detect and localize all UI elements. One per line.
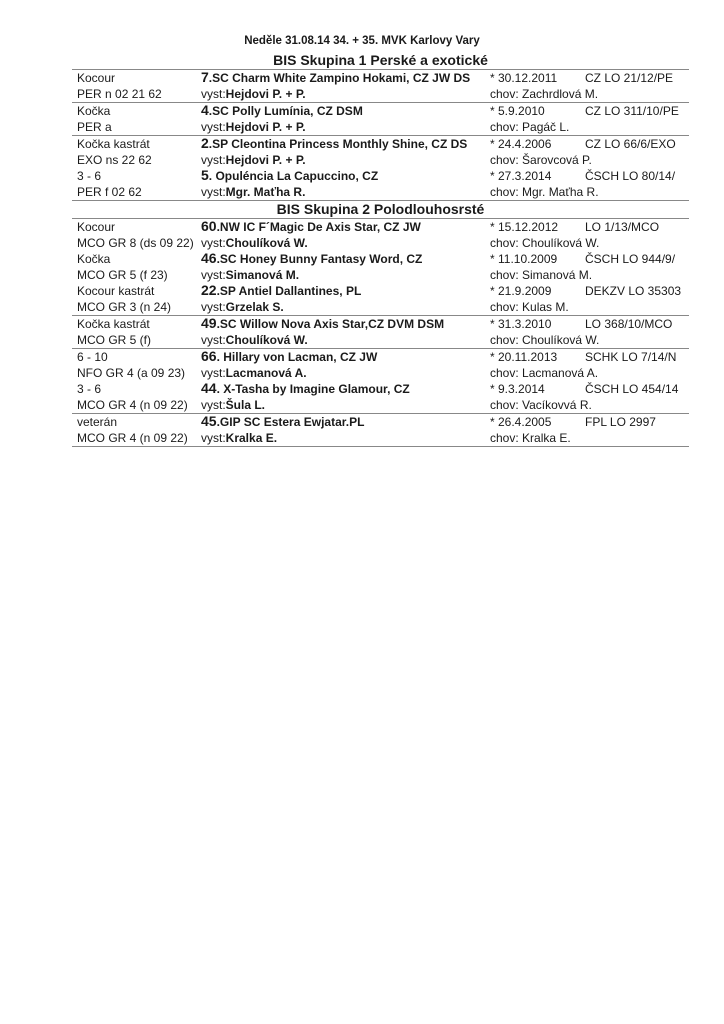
entry-class: Kočka	[77, 251, 111, 266]
cat-title: .SC Charm White Zampino Hokami, CZ JW DS	[208, 71, 471, 85]
entry-class: Kocour	[72, 219, 196, 236]
breeder: chov: Mgr. Maťha R.	[485, 185, 689, 201]
catalog-number: 7	[201, 69, 209, 85]
entry-name	[196, 283, 485, 300]
entry-row	[72, 381, 689, 398]
exhibitor-name: Simanová M.	[225, 267, 300, 282]
ems-code: MCO GR 3 (n 24)	[77, 299, 172, 314]
birth-date: * 5.9.2010	[485, 103, 580, 120]
cat-title: .NW IC F´Magic De Axis Star, CZ JW	[216, 220, 421, 234]
entry-row-detail	[72, 333, 689, 349]
breeder: chov: Šarovcová P.	[490, 152, 592, 167]
exhibitor-prefix: vyst:	[201, 235, 226, 250]
cat-title: . X-Tasha by Imagine Glamour, CZ	[216, 382, 410, 396]
birth-date: * 21.9.2009	[490, 283, 552, 298]
catalog-number: 5	[201, 168, 209, 183]
exhibitor-prefix: vyst:	[201, 184, 226, 199]
page-title: Neděle 31.08.14 34. + 35. MVK Karlovy Vary	[244, 35, 480, 47]
entry-name	[196, 316, 485, 333]
ems-code: MCO GR 8 (ds 09 22)	[77, 235, 194, 250]
entry-name	[196, 349, 485, 366]
entry-class: 3 - 6	[77, 168, 102, 183]
entry-class: 6 - 10	[72, 349, 196, 366]
ems-code: MCO GR 5 (f 23)	[77, 267, 168, 282]
entry-row	[72, 349, 689, 366]
entry-row	[72, 219, 689, 236]
breeder: chov: Simanová M.	[490, 267, 593, 282]
registration-number: ČSCH LO 454/14	[585, 381, 679, 396]
exhibitor	[196, 87, 485, 103]
entry-class: 3 - 6	[77, 381, 102, 396]
exhibitor	[196, 268, 485, 284]
registration-number: CZ LO 21/12/PE	[580, 70, 689, 87]
entry-name	[196, 168, 485, 185]
cat-title: . Hillary von Lacman, CZ JW	[216, 350, 378, 364]
entry-row-detail	[72, 268, 689, 284]
exhibitor	[196, 366, 485, 382]
cat-title: .SC Willow Nova Axis Star,CZ DVM DSM	[216, 317, 445, 331]
exhibitor	[196, 300, 485, 316]
registration-number: CZ LO 66/6/EXO	[580, 136, 689, 153]
exhibitor	[196, 153, 485, 169]
registration-number: DEKZV LO 35303	[585, 283, 682, 298]
birth-date: * 20.11.2013	[485, 349, 580, 366]
exhibitor-prefix: vyst:	[201, 365, 226, 380]
cat-title: .GIP SC Estera Ewjatar.PL	[216, 415, 365, 429]
exhibitor-prefix: vyst:	[201, 332, 226, 347]
entry-class: Kočka kastrát	[72, 136, 196, 153]
exhibitor	[196, 236, 485, 252]
birth-date: * 24.4.2006	[485, 136, 580, 153]
breeder: chov: Kulas M.	[490, 299, 569, 314]
breeder: chov: Zachrdlová M.	[490, 86, 599, 101]
exhibitor-prefix: vyst:	[201, 397, 226, 412]
cat-title: .SC Honey Bunny Fantasy Word, CZ	[216, 252, 423, 266]
breeder: chov: Lacmanová A.	[490, 365, 599, 380]
cat-title: .SP Cleontina Princess Monthly Shine, CZ DS	[208, 137, 468, 151]
entry-row-detail	[72, 185, 689, 201]
registration-number: ČSCH LO 944/9/	[585, 251, 676, 266]
entry-row-detail	[72, 236, 689, 252]
entries-table	[72, 69, 689, 201]
exhibitor-name: Choulíková W.	[225, 332, 308, 347]
registration-number: LO 368/10/MCO	[580, 316, 689, 333]
registration-number: FPL LO 2997	[580, 414, 689, 431]
exhibitor	[196, 398, 485, 414]
breeder: chov: Choulíková W.	[490, 235, 600, 250]
entry-row	[72, 283, 689, 300]
catalog-number: 60	[201, 218, 217, 234]
ems-code: MCO GR 5 (f)	[77, 332, 151, 347]
registration-number: SCHK LO 7/14/N	[580, 349, 689, 366]
entry-row-detail	[72, 398, 689, 414]
exhibitor-prefix: vyst:	[201, 299, 226, 314]
registration-number: LO 1/13/MCO	[580, 219, 689, 236]
entry-name	[196, 103, 485, 120]
exhibitor-name: Grzelak S.	[225, 299, 284, 314]
ems-code: PER a	[77, 119, 112, 134]
entry-name	[196, 381, 485, 398]
birth-date: * 30.12.2011	[485, 70, 580, 87]
entry-class: Kocour	[72, 70, 196, 87]
group-heading: BIS Skupina 1 Perské a exotické	[273, 52, 488, 68]
entry-name	[196, 70, 485, 87]
catalog-number: 4	[201, 102, 209, 118]
exhibitor	[196, 431, 485, 447]
exhibitor	[196, 185, 485, 201]
birth-date: * 11.10.2009	[490, 251, 558, 266]
ems-code: PER f 02 62	[72, 185, 196, 201]
entry-row	[72, 168, 689, 185]
entry-name	[196, 414, 485, 431]
catalog-number: 2	[201, 135, 209, 151]
entry-name	[196, 136, 485, 153]
entry-row	[72, 414, 689, 431]
exhibitor	[196, 120, 485, 136]
exhibitor-name: Lacmanová A.	[225, 365, 307, 380]
ems-code: NFO GR 4 (a 09 23)	[77, 365, 186, 380]
entry-class: veterán	[72, 414, 196, 431]
entry-class: Kočka	[72, 103, 196, 120]
cat-title: .SC Polly Lumínia, CZ DSM	[208, 104, 363, 118]
exhibitor-name: Hejdovi P. + P.	[225, 86, 306, 101]
entry-name	[196, 251, 485, 268]
breeder: chov: Pagáč L.	[490, 119, 570, 134]
breeder: chov: Vacíkovvá R.	[490, 397, 592, 412]
exhibitor-name: Šula L.	[225, 397, 266, 412]
entry-row-detail	[72, 87, 689, 103]
birth-date: * 15.12.2012	[485, 219, 580, 236]
entry-row	[72, 70, 689, 87]
ems-code: PER n 02 21 62	[77, 86, 162, 101]
entry-row-detail	[72, 153, 689, 169]
registration-number: ČSCH LO 80/14/	[585, 168, 676, 183]
catalog-number: 66	[201, 348, 217, 364]
birth-date: * 9.3.2014	[490, 381, 545, 396]
exhibitor-name: Hejdovi P. + P.	[225, 152, 306, 167]
entries-table	[72, 218, 689, 447]
catalog-number: 46	[201, 251, 217, 266]
exhibitor-name: Hejdovi P. + P.	[225, 119, 306, 134]
entry-row	[72, 136, 689, 153]
entry-class: Kocour kastrát	[77, 283, 155, 298]
birth-date: * 27.3.2014	[490, 168, 552, 183]
breeder: chov: Kralka E.	[485, 431, 689, 447]
entry-row	[72, 316, 689, 333]
entry-name	[196, 219, 485, 236]
cat-title: . Opuléncia La Capuccino, CZ	[208, 169, 379, 183]
exhibitor-name: Mgr. Maťha R.	[225, 184, 306, 199]
entry-row-detail	[72, 120, 689, 136]
catalog-number: 49	[201, 315, 217, 331]
entry-row-detail	[72, 431, 689, 447]
entry-row-detail	[72, 300, 689, 316]
catalog-number: 45	[201, 413, 217, 429]
exhibitor-name: Choulíková W.	[225, 235, 308, 250]
catalog-number: 22	[201, 283, 217, 298]
entry-row	[72, 251, 689, 268]
group-heading: BIS Skupina 2 Polodlouhosrsté	[276, 201, 485, 217]
ems-code: MCO GR 4 (n 09 22)	[77, 397, 188, 412]
ems-code: EXO ns 22 62	[77, 152, 152, 167]
birth-date: * 31.3.2010	[485, 316, 580, 333]
exhibitor	[196, 333, 485, 349]
exhibitor-prefix: vyst:	[201, 152, 226, 167]
entry-row	[72, 103, 689, 120]
exhibitor-prefix: vyst:	[201, 267, 226, 282]
cat-title: .SP Antiel Dallantines, PL	[216, 284, 362, 298]
entry-class: Kočka kastrát	[72, 316, 196, 333]
breeder: chov: Choulíková W.	[490, 332, 600, 347]
exhibitor-name: Kralka E.	[225, 430, 278, 445]
birth-date: * 26.4.2005	[485, 414, 580, 431]
exhibitor-prefix: vyst:	[201, 119, 226, 134]
catalog-number: 44	[201, 381, 217, 396]
results-document	[72, 52, 689, 447]
ems-code: MCO GR 4 (n 09 22)	[72, 431, 196, 447]
entry-row-detail	[72, 366, 689, 382]
registration-number: CZ LO 311/10/PE	[580, 103, 689, 120]
exhibitor-prefix: vyst:	[201, 86, 226, 101]
exhibitor-prefix: vyst:	[201, 430, 226, 445]
